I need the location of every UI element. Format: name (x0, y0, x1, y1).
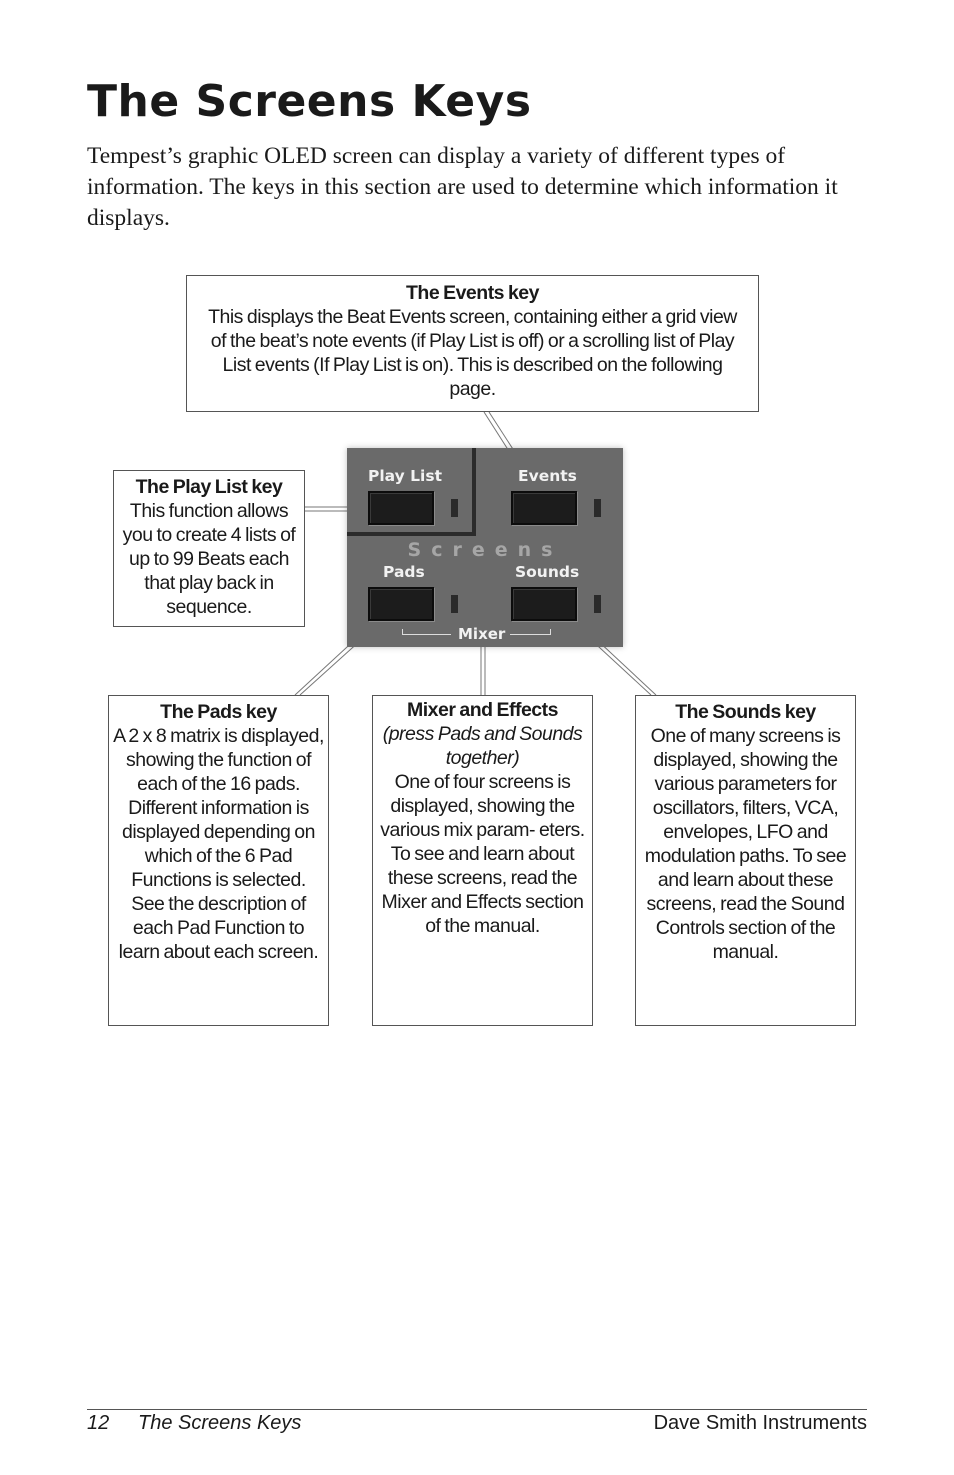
play-list-key-callout (113, 470, 305, 627)
play-list-key-label: Play List (368, 467, 442, 485)
page-number: 12 (87, 1412, 110, 1434)
mixer-bracket-right (510, 629, 551, 635)
page-title: The Screens Keys (87, 76, 532, 127)
intro-paragraph: Tempest’s graphic OLED screen can display a variety of different types of information. The keys in this section are used to determine which information it displays. (87, 143, 838, 231)
footer-brand: Dave Smith Instruments (653, 1412, 867, 1434)
callout-heading: The Pads key (160, 701, 277, 723)
pads-led (451, 595, 458, 613)
pads-key-callout (108, 695, 329, 1026)
sounds-key[interactable] (511, 587, 577, 621)
events-key[interactable] (511, 491, 577, 525)
play-list-led (451, 499, 458, 517)
screens-section-label: Screens (407, 539, 563, 561)
callout-heading: The Events key (406, 282, 539, 304)
callout-body: This displays the Beat Events screen, containing either a grid view of the beat’s note events (if Play List is off) or a scrolling list of Play List events (If Play List is on). This is described on the following page. (208, 306, 737, 400)
screens-panel (347, 448, 623, 647)
play-list-key[interactable] (368, 491, 434, 525)
mixer-bracket-left (402, 629, 451, 635)
mixer-effects-callout (372, 695, 593, 1026)
callout-heading: Mixer and Effects (407, 699, 558, 721)
callout-body: This function allows you to create 4 lists of up to 99 Beats each that play back in sequence. (122, 500, 296, 618)
pads-key-label: Pads (383, 563, 425, 581)
mixer-label: Mixer (458, 625, 506, 643)
callout-subheading: (press Pads and Sounds together) (382, 723, 583, 769)
panel-divider-vertical (472, 448, 476, 536)
callout-body: One of many screens is displayed, showing the various parameters for oscillators, filters, VCA, envelopes, LFO and modulation paths. To see and learn about these screens, read the Sound Controls section of the manual. (644, 725, 847, 963)
footer-rule (87, 1409, 867, 1410)
panel-divider-horizontal (347, 532, 476, 536)
callout-body: One of four screens is displayed, showing the various mix param- eters. To see and learn about these screens, read the Mixer and Effects section of the manual. (380, 771, 585, 937)
footer-section-title: The Screens Keys (138, 1412, 302, 1434)
sounds-led (594, 595, 601, 613)
events-led (594, 499, 601, 517)
events-key-callout (186, 275, 759, 412)
callout-body: A 2 x 8 matrix is displayed, showing the function of each of the 16 pads. Different information is displayed depending on which of the 6 Pad Functions is selected. See the description of each Pad Function to learn about each screen. (113, 725, 324, 963)
callout-heading: The Play List key (135, 476, 283, 498)
events-key-label: Events (518, 467, 577, 485)
sounds-key-label: Sounds (515, 563, 580, 581)
sounds-key-callout (635, 695, 856, 1026)
pads-key[interactable] (368, 587, 434, 621)
callout-heading: The Sounds key (675, 701, 816, 723)
